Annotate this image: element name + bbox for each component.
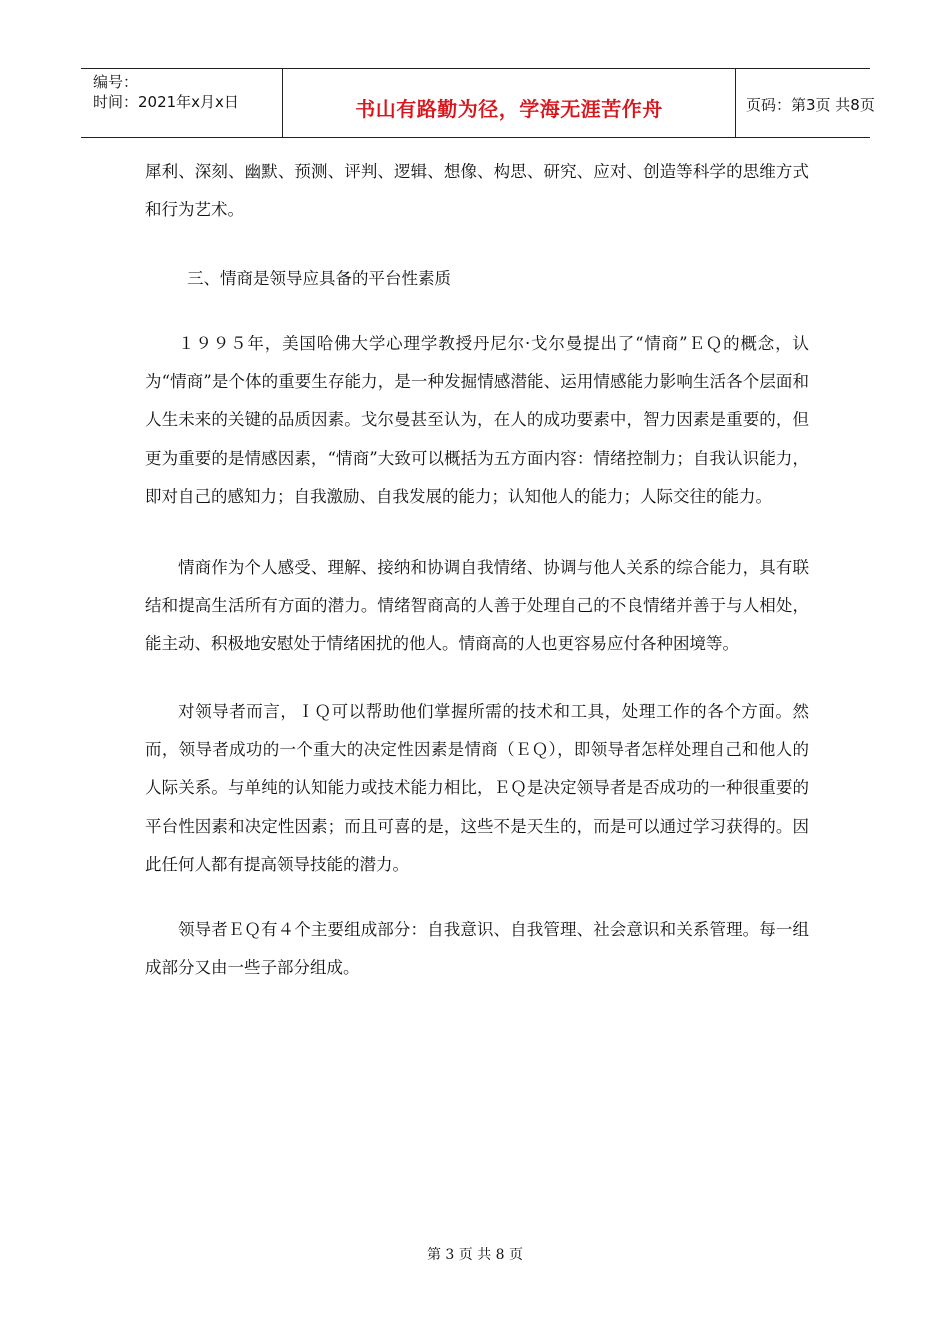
section-heading-3: 三、情商是领导应具备的平台性素质 (187, 269, 451, 288)
header-motto: 书山有路勤为径，学海无涯苦作舟 (355, 97, 663, 121)
header-right-cell (736, 69, 875, 137)
header-middle-cell (283, 69, 736, 137)
paragraph-leaders-eq: 对领导者而言，ＩＱ可以帮助他们掌握所需的技术和工具，处理工作的各个方面。然而，领导者成功的一个重大的决定性因素是情商（ＥＱ），即领导者怎样处理自己和他人的人际关系。与单纯的认知能力或技术能力相比，ＥＱ是决定领导者是否成功的一种很重要的平台性因素和决定性因素；而且可喜的是，这些不是天生的，而是可以通过学习获得的。因此任何人都有提高领导技能的潜力。 (145, 702, 809, 874)
paragraph-eq-concept: １９９５年，美国哈佛大学心理学教授丹尼尔·戈尔曼提出了“情商”ＥＱ的概念，认为“情商”是个体的重要生存能力，是一种发掘情感潜能、运用情感能力影响生活各个层面和人生未来的关键的品质因素。戈尔曼甚至认为，在人的成功要素中，智力因素是重要的，但更为重要的是情感因素，“情商”大致可以概括为五方面内容：情绪控制力；自我认识能力，即对自己的感知力；自我激励、自我发展的能力；认知他人的能力；人际交往的能力。 (145, 334, 809, 506)
header-table (81, 68, 875, 138)
document-number-label: 编号： (93, 73, 139, 91)
paragraph-continued: 犀利、深刻、幽默、预测、评判、逻辑、想像、构思、研究、应对、创造等科学的思维方式和行为艺术。 (145, 162, 809, 220)
header-page-label: 页码：第3页 共8页 (746, 96, 875, 114)
header-left-cell (81, 69, 283, 137)
paragraph-eq-components: 领导者ＥＱ有４个主要组成部分：自我意识、自我管理、社会意识和关系管理。每一组成部分又由一些子部分组成。 (145, 920, 809, 978)
page-footer: 第 3 页 共 8 页 (426, 1247, 524, 1263)
document-date-label: 时间：2021年x月x日 (93, 93, 239, 111)
paragraph-eq-ability: 情商作为个人感受、理解、接纳和协调自我情绪、协调与他人关系的综合能力，具有联结和提高生活所有方面的潜力。情绪智商高的人善于处理自己的不良情绪并善于与人相处，能主动、积极地安慰处于情绪困扰的他人。情商高的人也更容易应付各种困境等。 (145, 558, 809, 654)
